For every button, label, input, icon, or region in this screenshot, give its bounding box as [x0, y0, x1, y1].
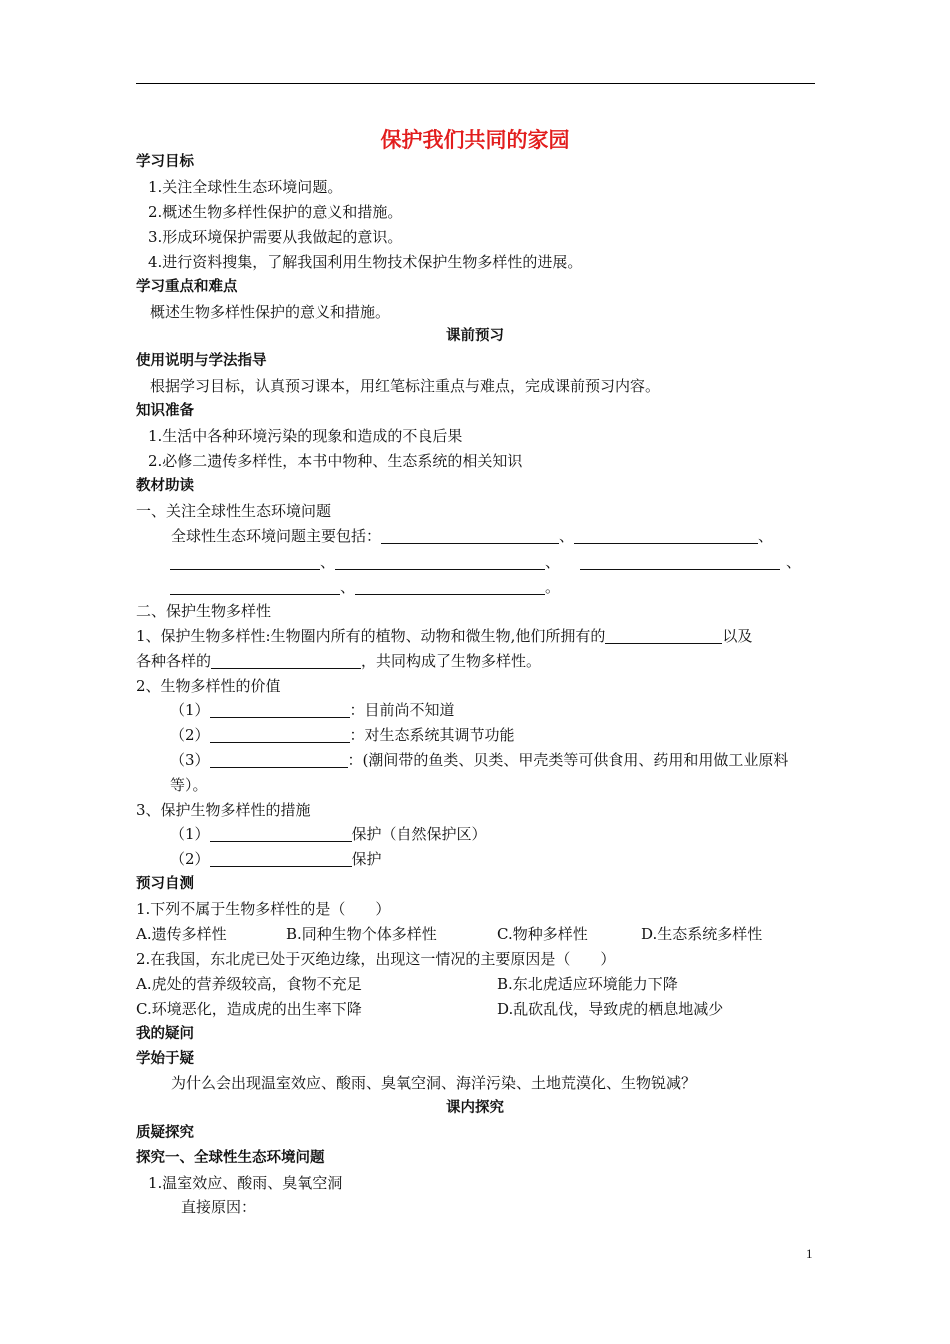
knowledge-item: 1.生活中各种环境污染的现象和造成的不良后果	[148, 427, 463, 445]
heading-guide: 使用说明与学法指导	[136, 353, 267, 369]
heading-inclass: 课内探究	[446, 1100, 504, 1116]
measure-1: （1） 保护（自然保护区）	[170, 825, 487, 843]
option[interactable]: B.东北虎适应环境能力下降	[497, 975, 678, 993]
heading-preview: 课前预习	[446, 328, 504, 344]
heading-inquiry-1: 探究一、全球性生态环境问题	[136, 1150, 325, 1166]
q1-line-2: 各种各样的 ，共同构成了生物多样性。	[136, 652, 542, 670]
page-number: 1	[806, 1246, 813, 1261]
option[interactable]: C.环境恶化，造成虎的出生率下降	[136, 1000, 362, 1018]
q2-title: 2、生物多样性的价值	[136, 677, 281, 695]
key-points-text: 概述生物多样性保护的意义和措施。	[150, 303, 391, 321]
fill-line-2: 、 、 、	[170, 552, 801, 572]
q3-title: 3、保护生物多样性的措施	[136, 801, 311, 819]
heading-selftest: 预习自测	[136, 876, 194, 892]
fill-line-3: 、 。	[170, 577, 560, 597]
heading-learning-goals: 学习目标	[136, 154, 194, 170]
selftest-q2: 2.在我国，东北虎已处于灭绝边缘，出现这一情况的主要原因是（ ）	[136, 950, 616, 968]
value-3: （3） ：(潮间带的鱼类、贝类、甲壳类等可供食用、药用和用做工业原料	[170, 751, 789, 769]
answer-blank[interactable]	[170, 579, 340, 595]
answer-blank[interactable]	[355, 579, 545, 595]
heading-inquiry: 质疑探究	[136, 1125, 194, 1141]
answer-blank[interactable]	[574, 528, 758, 544]
answer-blank[interactable]	[210, 851, 352, 867]
answer-blank[interactable]	[170, 554, 320, 570]
goal-item: 1.关注全球性生态环境问题。	[148, 178, 343, 196]
option[interactable]: C.物种多样性	[497, 925, 588, 943]
value-2: （2） ：对生态系统其调节功能	[170, 726, 515, 744]
answer-blank[interactable]	[210, 752, 348, 768]
answer-blank[interactable]	[605, 628, 722, 644]
inquiry-subitem: 直接原因：	[181, 1198, 257, 1216]
heading-knowledge: 知识准备	[136, 403, 194, 419]
answer-blank[interactable]	[210, 702, 350, 718]
heading-reading: 教材助读	[136, 478, 194, 494]
measure-2: （2） 保护	[170, 850, 382, 868]
value-3-continued: 等）。	[170, 776, 208, 794]
option[interactable]: D.生态系统多样性	[641, 925, 763, 943]
option[interactable]: A.虎处的营养级较高，食物不充足	[136, 975, 362, 993]
answer-blank[interactable]	[335, 554, 545, 570]
inquiry-item: 1.温室效应、酸雨、臭氧空洞	[148, 1174, 343, 1192]
guide-text: 根据学习目标，认真预习课本，用红笔标注重点与难点，完成课前预习内容。	[150, 377, 661, 395]
goal-item: 3.形成环境保护需要从我做起的意识。	[148, 228, 403, 246]
answer-blank[interactable]	[210, 727, 350, 743]
option[interactable]: D.乱砍乱伐，导致虎的栖息地减少	[497, 1000, 724, 1018]
doubt-question: 为什么会出现温室效应、酸雨、臭氧空洞、海洋污染、土地荒漠化、生物锐减？	[171, 1074, 697, 1092]
answer-blank[interactable]	[580, 554, 780, 570]
goal-item: 4.进行资料搜集，了解我国利用生物技术保护生物多样性的进展。	[148, 253, 583, 271]
fill-line-1: 全球性生态环境问题主要包括： 、 、	[171, 527, 774, 545]
heading-learn-from-doubt: 学始于疑	[136, 1051, 194, 1067]
heading-doubts: 我的疑问	[136, 1026, 194, 1042]
goal-item: 2.概述生物多样性保护的意义和措施。	[148, 203, 403, 221]
q1-line-1: 1、保护生物多样性:生物圈内所有的植物、动物和微生物,他们所拥有的 以及	[136, 627, 753, 645]
option[interactable]: B.同种生物个体多样性	[286, 925, 437, 943]
knowledge-item: 2.必修二遗传多样性，本书中物种、生态系统的相关知识	[148, 452, 523, 470]
answer-blank[interactable]	[210, 826, 352, 842]
answer-blank[interactable]	[211, 653, 361, 669]
heading-key-points: 学习重点和难点	[136, 279, 238, 295]
part2-title: 二、保护生物多样性	[136, 602, 272, 620]
page-title: 保护我们共同的家园	[380, 128, 570, 152]
part1-title: 一、关注全球性生态环境问题	[136, 502, 332, 520]
option[interactable]: A.遗传多样性	[136, 925, 227, 943]
selftest-q1: 1.下列不属于生物多样性的是（ ）	[136, 900, 391, 918]
value-1: （1） ：目前尚不知道	[170, 701, 455, 719]
header-rule	[136, 83, 815, 84]
answer-blank[interactable]	[381, 528, 559, 544]
